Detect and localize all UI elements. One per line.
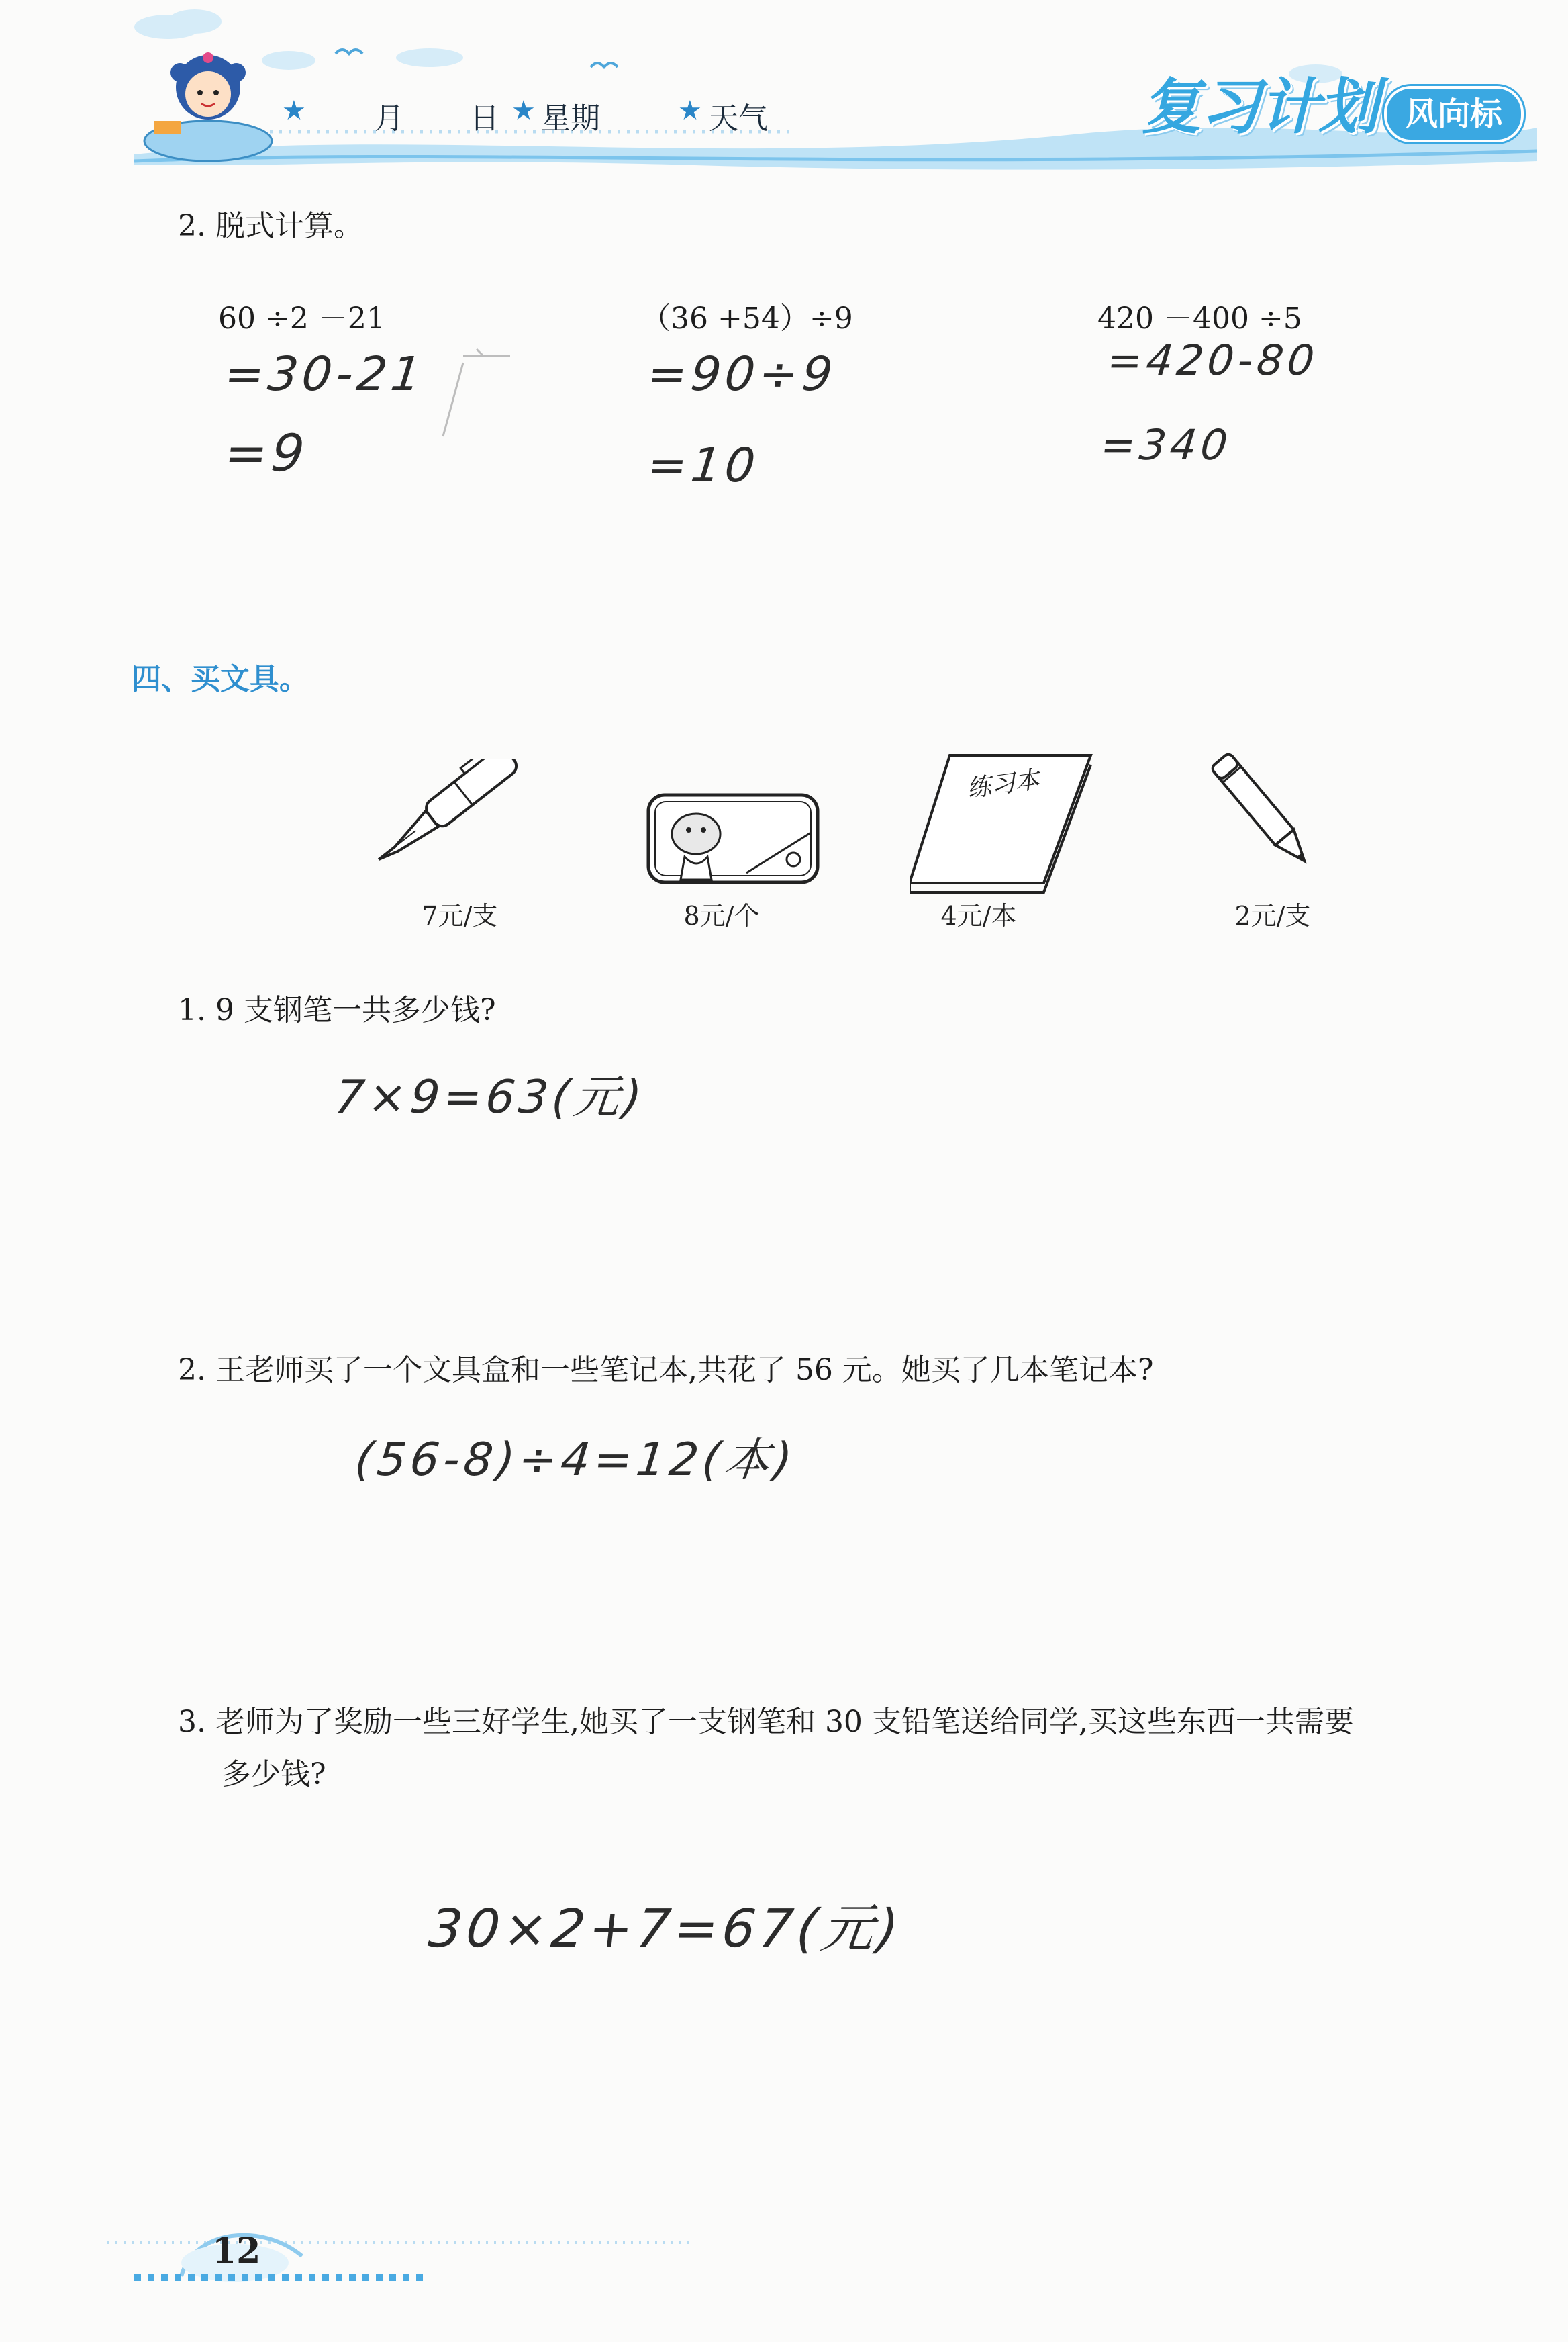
question-1-text: 1. 9 支钢笔一共多少钱? — [178, 993, 496, 1027]
question-3-answer: 30×2+7=67(元) — [426, 1899, 905, 1959]
price-fountain-pen: 7元/支 — [422, 901, 498, 931]
page-number: 12 — [212, 2231, 261, 2271]
cartoon-pilot-icon — [141, 40, 275, 168]
star-icon: ★ — [678, 95, 702, 126]
problem-3-step1: =420-80 — [1105, 336, 1321, 385]
brand-badge: 风向标 — [1384, 86, 1524, 142]
month-label: 月 — [375, 101, 404, 136]
question-2-answer: (56-8)÷4=12(本) — [352, 1434, 799, 1487]
problem-3-expression: 420 －400 ÷5 — [1097, 301, 1302, 336]
star-icon: ★ — [511, 95, 536, 126]
footer-decoration — [101, 2216, 705, 2290]
problem-2-step2: =10 — [644, 438, 763, 493]
question-1-answer: 7×9=63(元) — [332, 1071, 648, 1124]
day-label: 日 — [470, 101, 499, 136]
faint-scratch-mark — [423, 342, 544, 450]
brand-title: 复习计划 — [1141, 72, 1377, 142]
question-3-text-line1: 3. 老师为了奖励一些三好学生,她买了一支钢笔和 30 支铅笔送给同学,买这些东西一共需要 — [178, 1705, 1354, 1739]
price-pencil: 2元/支 — [1234, 901, 1311, 931]
problem-1-step2: =9 — [222, 423, 311, 483]
price-notebook: 4元/本 — [940, 901, 1017, 931]
section-4-heading: 四、买文具。 — [132, 662, 309, 696]
star-icon: ★ — [282, 95, 306, 126]
problem-2-expression: （36 +54）÷9 — [641, 301, 853, 336]
fountain-pen-icon — [369, 759, 557, 893]
notebook-cover-text: 练习本 — [965, 765, 1041, 804]
problem-3-step2: =340 — [1098, 420, 1234, 469]
weekday-label: 星期 — [541, 101, 600, 136]
pencil-icon — [1195, 739, 1329, 886]
question-2-text: 2. 王老师买了一个文具盒和一些笔记本,共花了 56 元。她买了几本笔记本? — [178, 1353, 1154, 1387]
problem-1-expression: 60 ÷2 －21 — [218, 301, 385, 336]
price-pencil-box: 8元/个 — [683, 901, 760, 931]
part2-title: 2. 脱式计算。 — [178, 209, 363, 243]
pencil-box-icon — [646, 792, 820, 886]
question-3-text-line2: 多少钱? — [222, 1757, 326, 1791]
page-header — [0, 0, 1568, 175]
weather-label: 天气 — [709, 101, 768, 136]
problem-1-step1: =30-21 — [222, 346, 428, 402]
problem-2-step1: =90÷9 — [644, 346, 840, 402]
